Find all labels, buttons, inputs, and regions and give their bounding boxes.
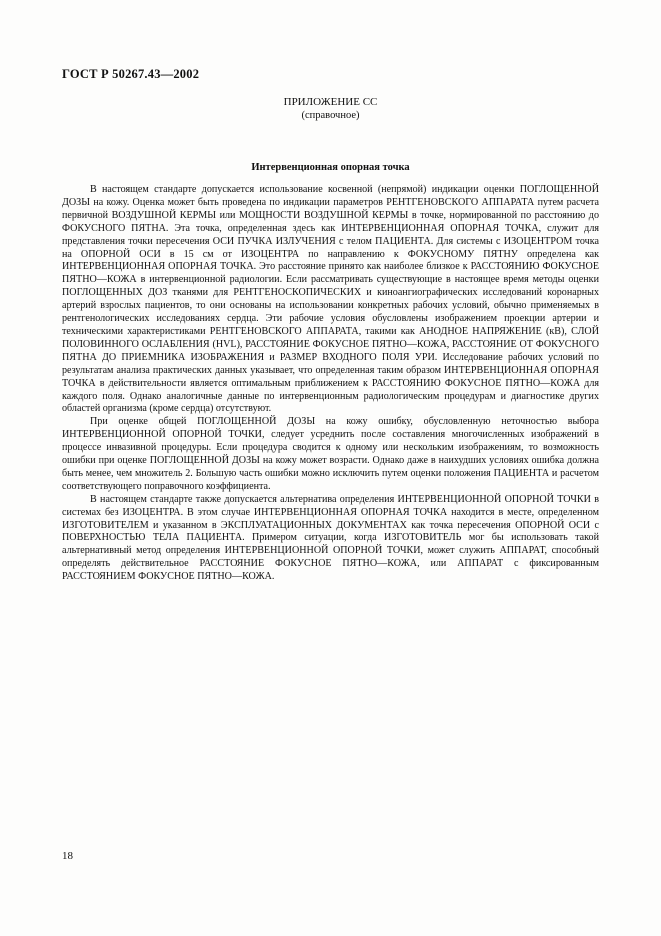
section-title: Интервенционная опорная точка — [251, 162, 410, 173]
paragraph-3: В настоящем стандарте также допускается альтернатива определения ИНТЕРВЕНЦИОННОЙ ОПОРНОЙ ТОЧКИ в системах без ИЗОЦЕНТРА. В этом случае ИНТЕРВЕНЦИОННАЯ ОПОРНАЯ ТОЧКА находится в месте, определенном ИЗГОТОВИТЕЛЕМ и указанном в ЭКСПЛУАТАЦИОННЫХ ДОКУМЕНТАХ как точка пересечения ОПОРНОЙ ОСИ с ПОВЕРХНОСТЬЮ ТЕЛА ПАЦИЕНТА. Примером ситуации, когда ИЗГОТОВИТЕЛЬ мог бы использовать такой альтернативный метод определения ИНТЕРВЕНЦИОННОЙ ОПОРНОЙ ТОЧКИ, может служить АППАРАТ, способный определять действительное РАССТОЯНИЕ ФОКУСНОЕ ПЯТНО—КОЖА, или АППАРАТ с фиксированным РАССТОЯНИЕМ ФОКУСНОЕ ПЯТНО—КОЖА. — [62, 493, 599, 583]
page-number: 18 — [62, 850, 73, 862]
paragraph-2: При оценке общей ПОГЛОЩЕННОЙ ДОЗЫ на кожу ошибку, обусловленную неточностью выбора ИНТЕРВЕНЦИОННОЙ ОПОРНОЙ ТОЧКИ, следует усреднить после составления многочисленных изображений в процессе инвазивной процедуры. Если процедура сводится к одному или нескольким изображениям, то возможность ошибки при оценке ПОГЛОЩЕННОЙ ДОЗЫ на кожу может возрасти. Однако даже в наихудших условиях ошибка должна быть менее, чем множитель 2. Большую часть ошибки можно исключить путем оценки положения ПАЦИЕНТА и расчетом соответствующего поправочного коэффициента. — [62, 416, 599, 492]
appendix-subtitle: (справочное) — [301, 110, 360, 121]
body-text — [62, 184, 599, 584]
paragraph-1: В настоящем стандарте допускается использование косвенной (непрямой) индикации оценки ПОГЛОЩЕННОЙ ДОЗЫ на кожу. Оценка может быть проведена по индикации параметров РЕНТГЕНОВСКОГО АППАРАТА путем расчета первичной ВОЗДУШНОЙ КЕРМЫ или МОЩНОСТИ ВОЗДУШНОЙ КЕРМЫ в точке, нормированной по расстоянию до ФОКУСНОГО ПЯТНА. Эта точка, определенная здесь как ИНТЕРВЕНЦИОННАЯ ОПОРНАЯ ТОЧКА, служит для представления точки пересечения ОСИ ПУЧКА ИЗЛУЧЕНИЯ с телом ПАЦИЕНТА. Для системы с ИЗОЦЕНТРОМ точка на ОПОРНОЙ ОСИ в 15 см от ИЗОЦЕНТРА по направлению к ФОКУСНОМУ ПЯТНУ определена как ИНТЕРВЕНЦИОННАЯ ОПОРНАЯ ТОЧКА. Это расстояние принято как наиболее близкое к РАССТОЯНИЮ ФОКУСНОЕ ПЯТНО—КОЖА в интервенционной радиологии. Если рассматривать существующие в настоящее время методы оценки ПОГЛОЩЕННЫХ ДОЗ тканями для РЕНТГЕНОСКОПИЧЕСКИХ и киноангиографических исследований коронарных артерий взрослых пациентов, то они основаны на использовании конкретных рабочих условий, обычно применяемых в рентгенологических исследованиях сердца. Эти рабочие условия обусловлены изображением проекции артерии и техническими характеристиками РЕНТГЕНОВСКОГО АППАРАТА, такими как АНОДНОЕ НАПРЯЖЕНИЕ (кВ), СЛОЙ ПОЛОВИННОГО ОСЛАБЛЕНИЯ (HVL), РАССТОЯНИЕ ФОКУСНОЕ ПЯТНО—КОЖА, РАССТОЯНИЕ ОТ ФОКУСНОГО ПЯТНА ДО ПРИЕМНИКА ИЗОБРАЖЕНИЯ и РАЗМЕР ВХОДНОГО ПОЛЯ УРИ. Исследование рабочих условий по результатам анализа практических данных указывает, что определенная таким образом ИНТЕРВЕНЦИОННАЯ ОПОРНАЯ ТОЧКА в действительности является оптимальным приближением к РАССТОЯНИЮ ФОКУСНОЕ ПЯТНО—КОЖА для каждого поля. Однако аналогичные данные по интервенционным радиологическим процедурам и диагностике других областей организма (кроме сердца) отсутствуют. — [62, 184, 599, 415]
standard-designation: ГОСТ Р 50267.43—2002 — [62, 67, 200, 81]
appendix-title: ПРИЛОЖЕНИЕ СС — [283, 96, 378, 108]
